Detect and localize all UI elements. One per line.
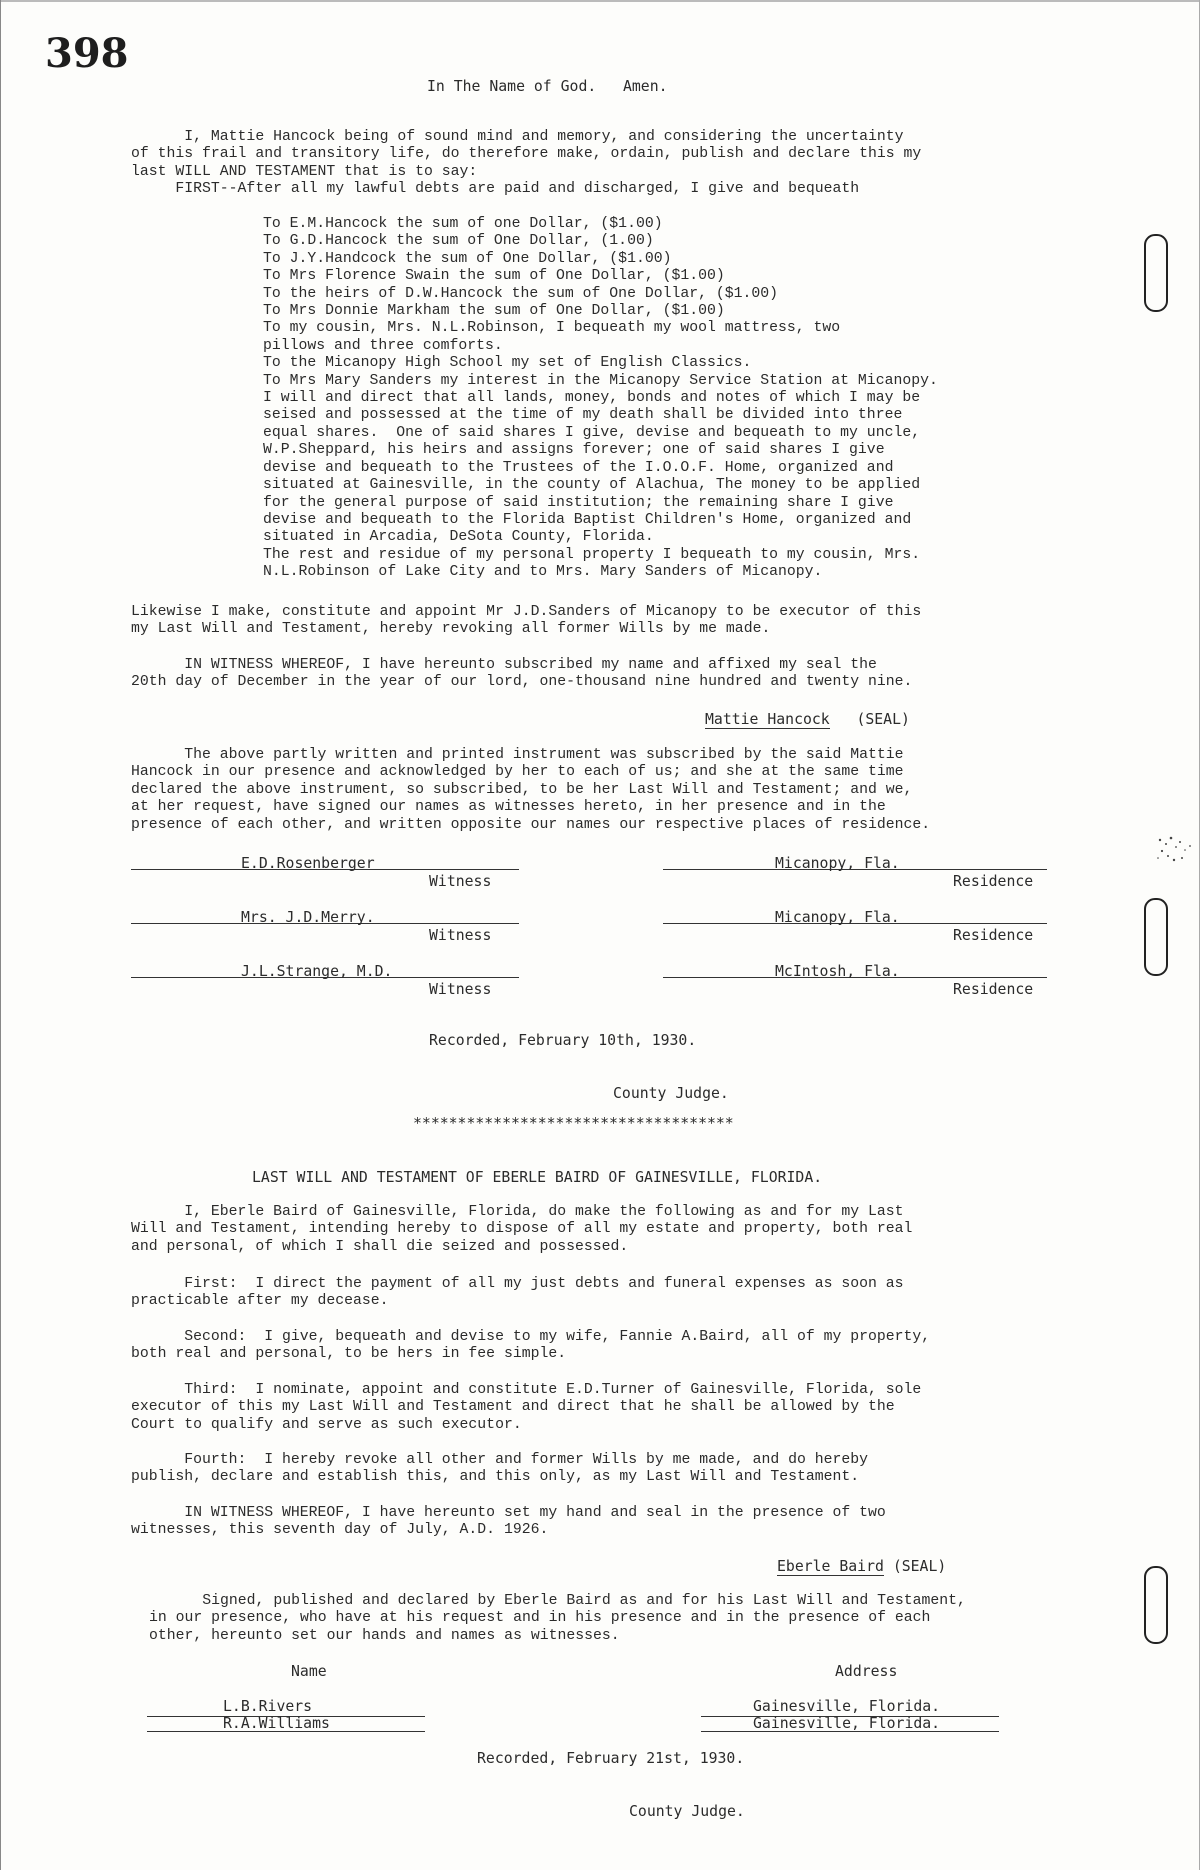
doc1-recorded: Recorded, February 10th, 1930. xyxy=(429,1032,697,1049)
witness-name: E.D.Rosenberger xyxy=(241,855,375,872)
doc2-para1: I, Eberle Baird of Gainesville, Florida, do make the following as and for my Last Will and Testament, intending hereby to dispose of all my estate and property, both real and personal, of which I shall die seized and possessed. xyxy=(131,1204,913,1255)
binder-ring-icon xyxy=(1144,898,1168,976)
doc1-attestation: The above partly written and printed instrument was subscribed by the said Mattie Hancock in our presence and acknowledged by her to each of us; and she at the same time declared the above instrument, so subscribed, to be her Last Will and Testament; and we, at her request, have signed our names as witnesses hereto, in her presence and in the presence of each other, and written opposite our names our respective places of residence. xyxy=(131,747,931,833)
doc2-recorded: Recorded, February 21st, 1930. xyxy=(477,1750,745,1767)
doc2-para4: Third: I nominate, appoint and constitute E.D.Turner of Gainesville, Florida, sole executor of this my Last Will and Testament and direct that he shall be allowed by the Court to qualify and serve as such executor. xyxy=(131,1382,922,1433)
doc1-preamble: I, Mattie Hancock being of sound mind and memory, and considering the uncertainty of this frail and transitory life, do therefore make, ordain, publish and declare this my last WILL AND TESTAMENT that is to say: FIRST--After all my lawful debts are paid and discharged, I give and bequeath xyxy=(131,129,922,198)
doc2-para5: Fourth: I hereby revoke all other and former Wills by me made, and do hereby publish, declare and establish this, and this only, as my Last Will and Testament. xyxy=(131,1452,869,1486)
page-top-edge xyxy=(1,0,1200,2)
doc2-witness-name: R.A.Williams xyxy=(223,1715,330,1732)
scan-speckle-icon xyxy=(1140,820,1200,890)
residence-label: Residence xyxy=(953,927,1034,944)
separator: ************************************ xyxy=(413,1115,734,1132)
doc1-signature-line xyxy=(705,711,910,728)
witness-name: J.L.Strange, M.D. xyxy=(241,963,393,980)
residence-label: Residence xyxy=(953,873,1034,890)
doc1-executor-clause: Likewise I make, constitute and appoint Mr J.D.Sanders of Micanopy to be executor of this my Last Will and Testament, hereby revoking all former Wills by me made. xyxy=(131,604,922,638)
doc1-heading: In The Name of God. Amen. xyxy=(427,78,668,95)
binder-ring-icon xyxy=(1144,1566,1168,1644)
doc2-title: LAST WILL AND TESTAMENT OF EBERLE BAIRD OF GAINESVILLE, FLORIDA. xyxy=(252,1169,823,1186)
binder-ring-icon xyxy=(1144,234,1168,312)
doc1-county-judge: County Judge. xyxy=(613,1085,729,1102)
doc2-name-label: Name xyxy=(291,1663,327,1680)
doc2-witness-address: Gainesville, Florida. xyxy=(753,1698,941,1715)
doc2-para2: First: I direct the payment of all my just debts and funeral expenses as soon as practicable after my decease. xyxy=(131,1276,904,1310)
witness-name: Mrs. J.D.Merry. xyxy=(241,909,375,926)
doc1-bequests: To E.M.Hancock the sum of one Dollar, ($1.00) To G.D.Hancock the sum of One Dollar, (1.00) To J.Y.Handcock the sum of One Dollar, ($1.00) To Mrs Florence Swain the sum of One Dollar, ($1.00) To the heirs of D.W.Hancock the sum of One Dollar, ($1.00) To Mrs Donnie Markham the sum of One Dollar, ($1.00) To my cousin, Mrs. N.L.Robinson, I bequeath my wool mattress, two pillows and three comforts. To the Micanopy High School my set of English Classics. To Mrs Mary Sanders my interest in the Micanopy Service Station at Micanopy. I will and direct that all lands, money, bonds and notes of which I may be seised and possessed at the time of my death shall be divided into three equal shares. One of said shares I give, devise and bequeath to my uncle, W.P.Sheppard, his heirs and assigns forever; one of said shares I give devise and bequeath to the Trustees of the I.O.O.F. Home, organized and situated at Gainesville, in the county of Alachua, The money to be applied for the general purpose of said institution; the remaining share I give devise and bequeath to the Florida Baptist Children's Home, organized and situated in Arcadia, DeSota County, Florida. The rest and residue of my personal property I bequeath to my cousin, Mrs. N.L.Robinson of Lake City and to Mrs. Mary Sanders of Micanopy. xyxy=(263,216,938,581)
doc2-address-label: Address xyxy=(835,1663,898,1680)
doc1-seal: (SEAL) xyxy=(856,711,910,728)
doc2-witness-address: Gainesville, Florida. xyxy=(753,1715,941,1732)
doc2-para6: IN WITNESS WHEREOF, I have hereunto set my hand and seal in the presence of two witnesses, this seventh day of July, A.D. 1926. xyxy=(131,1505,886,1539)
doc1-signature: Mattie Hancock xyxy=(705,711,830,728)
witness-label: Witness xyxy=(429,927,492,944)
witness-residence: Micanopy, Fla. xyxy=(775,855,900,872)
witness-residence: McIntosh, Fla. xyxy=(775,963,900,980)
doc1-witness-clause: IN WITNESS WHEREOF, I have hereunto subscribed my name and affixed my seal the 20th day of December in the year of our lord, one-thousand nine hundred and twenty nine. xyxy=(131,657,913,691)
doc2-attestation: Signed, published and declared by Eberle Baird as and for his Last Will and Testament, in our presence, who have at his request and in his presence and in the presence of each other, hereunto set our hands and names as witnesses. xyxy=(149,1593,966,1644)
doc2-county-judge: County Judge. xyxy=(629,1803,745,1820)
witness-label: Witness xyxy=(429,873,492,890)
page-number: 398 xyxy=(45,30,129,77)
doc2-seal: (SEAL) xyxy=(892,1558,947,1575)
doc2-witness-name: L.B.Rivers xyxy=(223,1698,313,1715)
doc2-signature: Eberle Baird xyxy=(777,1558,884,1575)
doc2-signature-line xyxy=(777,1558,946,1575)
residence-label: Residence xyxy=(953,981,1034,998)
witness-label: Witness xyxy=(429,981,492,998)
witness-residence: Micanopy, Fla. xyxy=(775,909,900,926)
doc2-para3: Second: I give, bequeath and devise to my wife, Fannie A.Baird, all of my property, both real and personal, to be hers in fee simple. xyxy=(131,1329,931,1363)
